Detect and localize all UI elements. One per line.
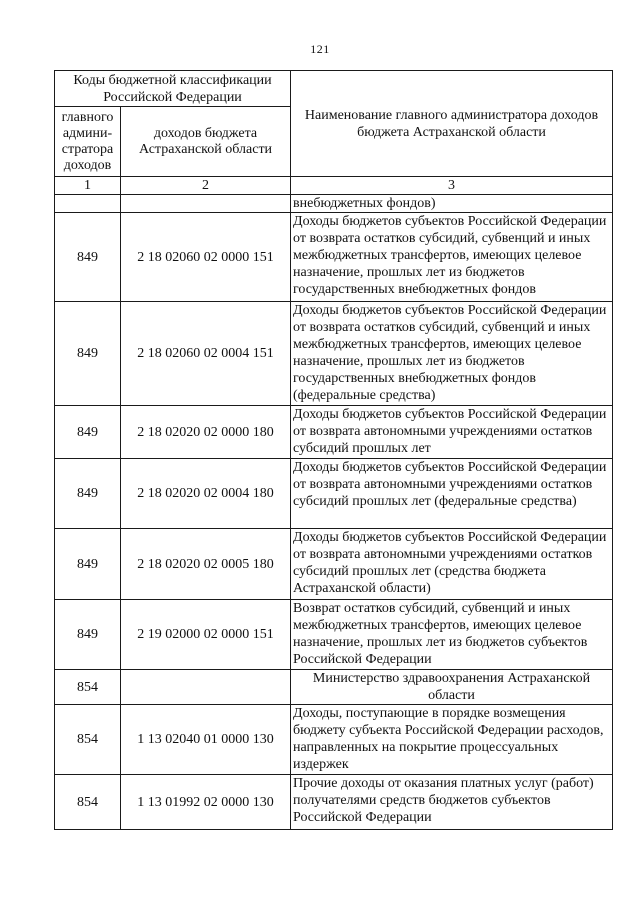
table-row [55,213,613,302]
header-row-main [55,71,613,107]
income-code: 1 13 01992 02 0000 130 [121,775,291,830]
column-number-2: 2 [121,177,291,195]
header-administrator-name: Наименование главного администратора доходов бюджета Астраханской области [291,71,613,177]
table-row [55,459,613,529]
income-name: Доходы бюджетов субъектов Российской Федерации от возврата автономными учреждениями остатков субсидий прошлых лет (федеральные средства) [291,459,613,529]
income-name: Доходы бюджетов субъектов Российской Федерации от возврата остатков субсидий, субвенций и иных межбюджетных трансфертов, имеющих целевое назначение, прошлых лет из бюджетов государственных внебюджетных фондов [291,213,613,302]
income-code: 2 19 02000 02 0000 151 [121,600,291,670]
income-code: 2 18 02020 02 0005 180 [121,529,291,600]
income-name: Доходы, поступающие в порядке возмещения бюджету субъекта Российской Федерации расходов, направленных на покрытие процессуальных издержек [291,705,613,775]
table-row [55,302,613,406]
income-name: Доходы бюджетов субъектов Российской Федерации от возврата остатков субсидий, субвенций и иных межбюджетных трансфертов, имеющих целевое назначение, прошлых лет из бюджетов государственных внебюджетных фондов (федеральные средства) [291,302,613,406]
admin-code: 849 [55,213,121,302]
income-name: Возврат остатков субсидий, субвенций и иных межбюджетных трансфертов, имеющих целевое назначение, прошлых лет из бюджетов субъектов Российской Федерации [291,600,613,670]
table-row [55,600,613,670]
income-code: 1 13 02040 01 0000 130 [121,705,291,775]
income-name: Прочие доходы от оказания платных услуг (работ) получателями средств бюджетов субъектов Российской Федерации [291,775,613,830]
table-row [55,670,613,705]
income-code: 2 18 02060 02 0004 151 [121,302,291,406]
admin-code: 854 [55,705,121,775]
admin-code: 854 [55,775,121,830]
continuation-text: внебюджетных фондов) [291,195,613,213]
admin-code: 854 [55,670,121,705]
income-code: 2 18 02020 02 0004 180 [121,459,291,529]
admin-code: 849 [55,529,121,600]
table-row [55,705,613,775]
income-code: 2 18 02020 02 0000 180 [121,406,291,459]
table-row [55,529,613,600]
header-income-code: доходов бюджета Астраханской области [121,107,291,177]
admin-code: 849 [55,600,121,670]
continuation-row [55,195,613,213]
column-number-row [55,177,613,195]
table-row [55,775,613,830]
income-code [121,670,291,705]
income-name: Доходы бюджетов субъектов Российской Федерации от возврата автономными учреждениями остатков субсидий прошлых лет (средства бюджета Астраханской области) [291,529,613,600]
admin-code: 849 [55,406,121,459]
column-number-1: 1 [55,177,121,195]
budget-classification-table [54,70,613,830]
income-name: Доходы бюджетов субъектов Российской Федерации от возврата автономными учреждениями остатков субсидий прошлых лет [291,406,613,459]
page-number: 121 [310,42,330,56]
header-admin-code: главного админи-стратора доходов [55,107,121,177]
income-code: 2 18 02060 02 0000 151 [121,213,291,302]
ministry-name: Министерство здравоохранения Астраханской области [291,670,613,705]
table-row [55,406,613,459]
admin-code: 849 [55,459,121,529]
admin-code: 849 [55,302,121,406]
column-number-3: 3 [291,177,613,195]
header-codes-group: Коды бюджетной классификации Российской Федерации [55,71,291,107]
continuation-admin [55,195,121,213]
continuation-code [121,195,291,213]
